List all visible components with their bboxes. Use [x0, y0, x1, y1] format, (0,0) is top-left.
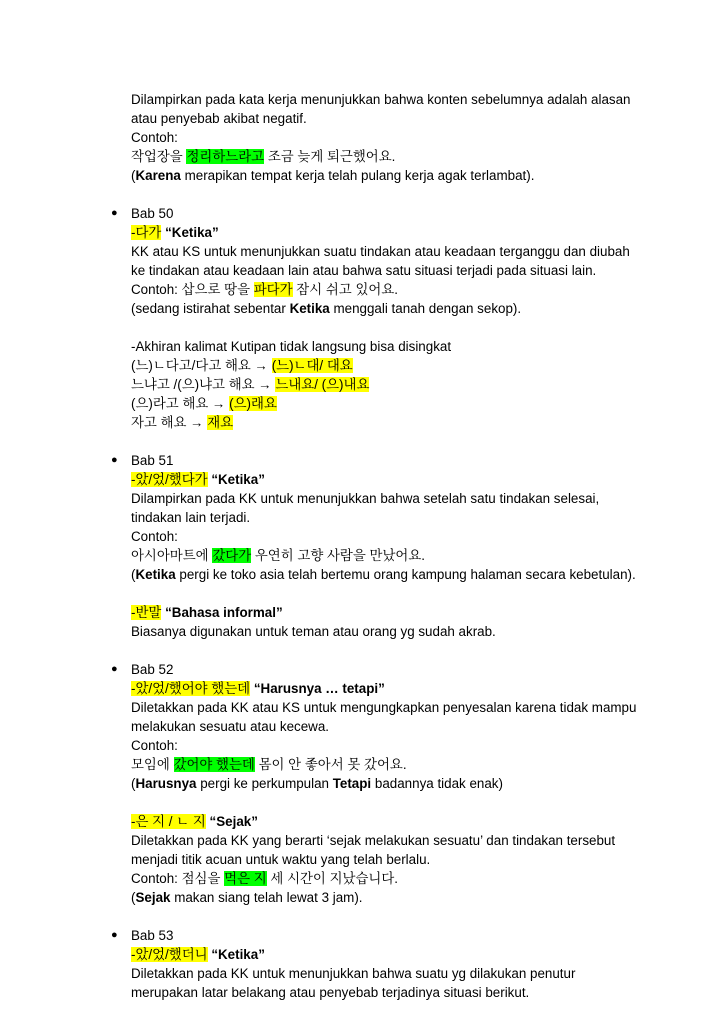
text-segment: (으)라고 해요 → [131, 396, 230, 411]
highlighted-grammar-pattern: -았/었/했어야 했는데 [131, 681, 251, 696]
text-line [131, 242, 691, 261]
text-segment: ( [131, 168, 136, 183]
highlighted-example-word: 정리하느라고 [186, 149, 265, 164]
bold-keyword: Tetapi [332, 776, 372, 791]
text-segment: 느냐고 /(으)냐고 해요 → [131, 377, 276, 392]
text-line [131, 736, 691, 755]
bold-keyword: “Ketika” [211, 472, 265, 487]
text-line [131, 546, 691, 565]
text-segment: 조금 늦게 퇴근했어요. [264, 149, 396, 164]
bold-keyword: “Harusnya … tetapi” [253, 681, 385, 696]
text-line [131, 812, 691, 831]
blank-line [131, 318, 691, 337]
text-line [131, 755, 691, 774]
chapter-section [111, 660, 691, 907]
highlighted-grammar-pattern: (느)ㄴ대/ 대요 [271, 358, 353, 373]
bold-keyword: Ketika [289, 301, 330, 316]
chapter-section [111, 451, 691, 641]
text-segment: 몸이 안 좋아서 못 갔어요. [254, 757, 407, 772]
text-line [131, 394, 691, 413]
text-segment: Bab 53 [131, 928, 174, 943]
text-segment: 잠시 쉬고 있어요. [292, 282, 398, 297]
text-line [131, 622, 691, 641]
text-line [131, 831, 691, 850]
highlighted-grammar-pattern: -반말 [131, 605, 162, 620]
text-line [131, 945, 691, 964]
text-segment: menjadi titik acuan untuk waktu yang telah berlalu. [131, 852, 431, 867]
text-segment: Diletakkan pada KK atau KS untuk mengungkapkan penyesalan karena tidak mampu [131, 700, 637, 715]
text-line [131, 926, 691, 945]
blank-line [131, 793, 691, 812]
text-segment: menggali tanah dengan sekop). [329, 301, 522, 316]
text-segment: 우연히 고향 사람을 만났어요. [251, 548, 425, 563]
text-line [131, 128, 691, 147]
text-segment: Biasanya digunakan untuk teman atau orang yg sudah akrab. [131, 624, 496, 639]
blank-line [131, 907, 691, 926]
text-segment: KK atau KS untuk menunjukkan suatu tindakan atau keadaan terganggu dan diubah [131, 244, 630, 259]
blank-line [131, 432, 691, 451]
text-segment: Diletakkan pada KK untuk menunjukkan bahwa suatu yg dilakukan penutur [131, 966, 576, 981]
text-line [131, 337, 691, 356]
text-segment: pergi ke toko asia telah bertemu orang kampung halaman secara kebetulan). [175, 567, 636, 582]
text-segment: atau penyebab akibat negatif. [131, 111, 307, 126]
text-line [131, 470, 691, 489]
text-segment: melakukan sesuatu atau kecewa. [131, 719, 330, 734]
text-segment: Contoh: [131, 738, 178, 753]
document-body [111, 90, 691, 1002]
text-line [131, 508, 691, 527]
bold-keyword: “Bahasa informal” [165, 605, 283, 620]
text-segment: 아시아마트에 [131, 548, 213, 563]
bold-keyword: “Sejak” [209, 814, 258, 829]
text-line [131, 261, 691, 280]
bullet-icon: ● [111, 207, 118, 219]
text-line [131, 603, 691, 622]
text-segment: badannya tidak enak) [371, 776, 503, 791]
text-line [131, 565, 691, 584]
highlighted-grammar-pattern: 재요 [207, 415, 234, 430]
text-segment: merapikan tempat kerja telah pulang kerja agak terlambat). [180, 168, 535, 183]
text-segment: -Akhiran kalimat Kutipan tidak langsung bisa disingkat [131, 339, 452, 354]
text-line [131, 204, 691, 223]
highlighted-example-word: 갔어야 했는데 [173, 757, 255, 772]
text-segment: Bab 52 [131, 662, 174, 677]
text-segment: Contoh: 삽으로 땅을 [131, 282, 254, 297]
highlighted-example-word: 먹은 지 [224, 871, 267, 886]
blank-line [131, 641, 691, 660]
highlighted-grammar-pattern: 느내요/ (으)내요 [275, 377, 370, 392]
text-line [131, 299, 691, 318]
text-segment: makan siang telah lewat 3 jam). [170, 890, 363, 905]
highlighted-grammar-pattern: -은 지 / ㄴ 지 [131, 814, 206, 829]
text-segment: Bab 51 [131, 453, 174, 468]
blank-line [131, 185, 691, 204]
highlighted-grammar-pattern: (으)래요 [229, 396, 277, 411]
text-segment: 작업장을 [131, 149, 187, 164]
bold-keyword: Sejak [135, 890, 171, 905]
bold-keyword: Ketika [135, 567, 176, 582]
text-line [131, 166, 691, 185]
text-line [131, 888, 691, 907]
bold-keyword: “Ketika” [211, 947, 265, 962]
text-line [131, 280, 691, 299]
text-line [131, 660, 691, 679]
bold-keyword: “Ketika” [165, 225, 219, 240]
text-segment: pergi ke perkumpulan [196, 776, 333, 791]
bold-keyword: Karena [135, 168, 181, 183]
text-line [131, 375, 691, 394]
highlighted-grammar-pattern: -았/었/했다가 [131, 472, 208, 487]
text-line [131, 489, 691, 508]
text-line [131, 90, 691, 109]
text-segment: 세 시간이 지났습니다. [266, 871, 398, 886]
bold-keyword: Harusnya [135, 776, 197, 791]
bullet-icon: ● [111, 663, 118, 675]
text-line [131, 850, 691, 869]
text-line [131, 147, 691, 166]
highlighted-grammar-pattern: -다가 [131, 225, 162, 240]
intro-block [131, 90, 691, 185]
text-line [131, 109, 691, 128]
text-segment: Dilampirkan pada kata kerja menunjukkan bahwa konten sebelumnya adalah alasan [131, 92, 631, 107]
text-line [131, 964, 691, 983]
text-segment: Dilampirkan pada KK untuk menunjukkan bahwa setelah satu tindakan selesai, [131, 491, 600, 506]
text-segment: (느)ㄴ다고/다고 해요 → [131, 358, 272, 373]
text-line [131, 223, 691, 242]
text-line [131, 983, 691, 1002]
text-line [131, 356, 691, 375]
text-segment: ( [131, 567, 136, 582]
text-segment: Diletakkan pada KK yang berarti ‘sejak melakukan sesuatu’ dan tindakan tersebut [131, 833, 616, 848]
text-segment: Contoh: 점심을 [131, 871, 225, 886]
text-line [131, 869, 691, 888]
text-segment: ( [131, 890, 136, 905]
text-line [131, 698, 691, 717]
text-segment: Contoh: [131, 130, 178, 145]
text-segment: 자고 해요 → [131, 415, 208, 430]
chapter-section [111, 204, 691, 432]
highlighted-example-word: 갔다가 [212, 548, 252, 563]
text-segment: tindakan lain terjadi. [131, 510, 251, 525]
blank-line [131, 584, 691, 603]
text-segment: 모임에 [131, 757, 174, 772]
text-line [131, 451, 691, 470]
highlighted-grammar-pattern: 파다가 [253, 282, 293, 297]
highlighted-grammar-pattern: -았/었/했더니 [131, 947, 208, 962]
text-segment: ( [131, 776, 136, 791]
text-line [131, 717, 691, 736]
bullet-icon: ● [111, 929, 118, 941]
text-line [131, 774, 691, 793]
text-segment: Contoh: [131, 529, 178, 544]
text-line [131, 527, 691, 546]
text-segment: ke tindakan atau keadaan lain atau bahwa satu situasi terjadi pada situasi lain. [131, 263, 597, 278]
text-segment: (sedang istirahat sebentar [131, 301, 290, 316]
text-segment: Bab 50 [131, 206, 174, 221]
text-segment: merupakan latar belakang atau penyebab terjadinya situasi berikut. [131, 985, 530, 1000]
text-line [131, 679, 691, 698]
chapter-section [111, 926, 691, 1002]
bullet-icon: ● [111, 454, 118, 466]
text-line [131, 413, 691, 432]
